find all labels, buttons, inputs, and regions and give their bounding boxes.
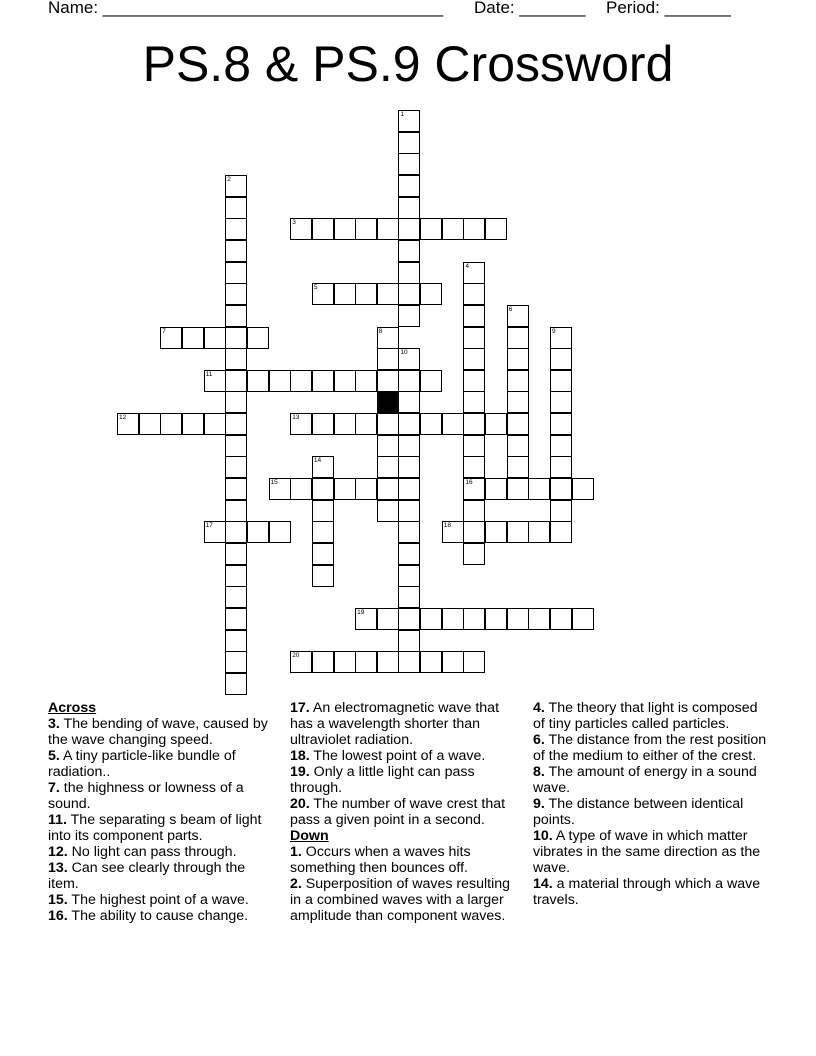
crossword-cell[interactable] [225,651,247,673]
crossword-cell[interactable] [550,348,572,370]
clue-number: 12 [119,414,127,422]
clue-item [48,716,274,748]
crossword-cell[interactable] [225,283,247,305]
crossword-cell[interactable] [355,218,377,240]
crossword-cell[interactable] [507,348,529,370]
crossword-cell[interactable] [225,500,247,522]
crossword-cell[interactable] [377,370,399,392]
name-field-label: Name: ____________________________________ [48,0,444,17]
crossword-cell[interactable] [398,218,420,240]
crossword-cell[interactable] [398,543,420,565]
crossword-cell[interactable] [398,132,420,154]
clue-item-text: The amount of energy in a sound wave. [533,764,757,796]
clue-item-text: a material through which a wave travels. [533,876,761,908]
clue-item-text: Can see clearly through the item. [48,860,246,892]
crossword-cell[interactable] [398,197,420,219]
clue-item-number: 1. [290,844,302,860]
clue-number: 9 [552,327,556,335]
crossword-cell[interactable] [225,565,247,587]
crossword-cell[interactable] [377,413,399,435]
clue-item-number: 2. [290,876,302,892]
crossword-cell[interactable] [398,262,420,284]
crossword-cell[interactable] [550,478,572,500]
crossword-cell[interactable] [377,500,399,522]
crossword-cell[interactable] [225,586,247,608]
crossword-cell[interactable] [463,283,485,305]
clue-item [48,892,274,908]
crossword-cell[interactable] [225,370,247,392]
clue-item-number: 4. [533,700,545,716]
clue-number: 2 [227,175,231,183]
crossword-cell[interactable] [507,435,529,457]
crossword-cell[interactable] [442,651,464,673]
crossword-cell[interactable] [398,565,420,587]
crossword-cell[interactable] [204,327,226,349]
crossword-cell[interactable] [377,218,399,240]
crossword-cell[interactable] [377,456,399,478]
crossword-cell[interactable] [463,391,485,413]
crossword-cell[interactable] [225,327,247,349]
crossword-cell[interactable] [420,218,442,240]
crossword-cell[interactable] [355,413,377,435]
clue-item [290,764,516,796]
crossword-cell[interactable] [463,327,485,349]
clue-item-number: 18. [290,748,310,764]
crossword-cell[interactable] [398,435,420,457]
clue-item-text: The lowest point of a wave. [309,748,486,764]
clue-item [533,700,773,732]
crossword-cell[interactable] [463,348,485,370]
crossword-cell[interactable] [398,456,420,478]
clue-item-text: A tiny particle-like bundle of radiation.. [48,748,236,780]
crossword-cell[interactable] [334,218,356,240]
crossword-cell[interactable] [398,153,420,175]
clue-item-text: The number of wave crest that pass a given point in a second. [290,796,506,828]
clue-item [533,828,773,876]
crossword-cell[interactable] [225,305,247,327]
clue-item-number: 9. [533,796,545,812]
crossword-cell[interactable] [398,478,420,500]
clue-number: 4 [465,262,470,270]
crossword-cell[interactable] [420,608,442,630]
clue-item-text: Only a little light can pass through. [290,764,475,796]
crossword-cell[interactable] [463,413,485,435]
crossword-cell[interactable] [225,478,247,500]
crossword-cell[interactable] [312,478,334,500]
crossword-cell[interactable] [398,240,420,262]
clue-number: 17 [205,522,213,530]
crossword-cell[interactable] [507,413,529,435]
clue-item-number: 5. [48,748,60,764]
clue-item-text: The theory that light is composed of tiny particles called particles. [533,700,758,732]
clue-number: 20 [292,652,300,660]
crossword-cell[interactable] [377,348,399,370]
crossword-cell[interactable] [463,435,485,457]
clue-item [533,796,773,828]
clue-item-text: No light can pass through. [67,844,237,860]
crossword-cell[interactable] [550,435,572,457]
clues-column-3 [533,700,773,908]
clue-item [290,748,516,764]
clue-number: 7 [162,327,166,335]
clue-item-number: 8. [533,764,545,780]
crossword-cell[interactable] [182,413,204,435]
crossword-cell[interactable] [269,521,291,543]
clue-item [48,780,274,812]
crossword-cell[interactable] [225,348,247,370]
clue-number: 3 [292,219,296,227]
crossword-cell[interactable] [550,391,572,413]
crossword-cell[interactable] [398,305,420,327]
clue-section-heading: Across [48,700,97,716]
crossword-cell[interactable] [225,435,247,457]
clue-item-number: 6. [533,732,545,748]
crossword-cell[interactable] [334,283,356,305]
crossword-cell[interactable] [225,521,247,543]
crossword-cell[interactable] [377,283,399,305]
clue-number: 8 [378,327,383,335]
crossword-cell[interactable] [463,521,485,543]
crossword-cell[interactable] [398,175,420,197]
crossword-cell[interactable] [398,521,420,543]
crossword-cell[interactable] [182,327,204,349]
page-title: PS.8 & PS.9 Crossword [142,36,674,92]
crossword-cell[interactable] [572,478,594,500]
crossword-cell[interactable] [463,651,485,673]
clue-item [48,908,274,924]
clue-item-text: Superposition of waves resulting in a combined waves with a larger amplitude than component waves. [290,876,511,924]
crossword-cell[interactable] [312,500,334,522]
crossword-cell[interactable] [507,456,529,478]
crossword-cell[interactable] [550,413,572,435]
crossword-cell[interactable] [334,651,356,673]
clue-number: 1 [400,111,405,118]
period-field-label: Period: _______ [606,0,731,17]
crossword-cell[interactable] [442,413,464,435]
crossword-cell[interactable] [528,521,550,543]
crossword-cell[interactable] [507,478,529,500]
crossword-black-cell [377,391,399,413]
clue-number: 13 [292,414,300,422]
crossword-cell[interactable] [247,521,269,543]
clue-item-number: 3. [48,716,60,732]
crossword-cell[interactable] [160,413,182,435]
clue-number: 19 [357,608,365,616]
crossword-cell[interactable] [312,651,334,673]
crossword-cell[interactable] [290,370,312,392]
crossword-cell[interactable] [398,651,420,673]
crossword-cell[interactable] [139,413,161,435]
crossword-cell[interactable] [507,327,529,349]
crossword-cell[interactable] [398,283,420,305]
clue-item [290,876,516,924]
crossword-cell[interactable] [398,630,420,652]
crossword-cell[interactable] [312,543,334,565]
crossword-cell[interactable] [355,283,377,305]
clue-item-text: The distance from the rest position of the medium to either of the crest. [533,732,767,764]
clue-number: 15 [270,479,278,487]
crossword-cell[interactable] [420,283,442,305]
crossword-cell[interactable] [550,608,572,630]
clue-item-text: The bending of wave, caused by the wave changing speed. [48,716,268,748]
crossword-cell[interactable] [442,218,464,240]
clue-item-number: 13. [48,860,68,876]
crossword-cell[interactable] [485,478,507,500]
crossword-cell[interactable] [355,370,377,392]
clue-item [48,860,274,892]
crossword-cell[interactable] [398,413,420,435]
clue-number: 11 [205,370,213,378]
clue-number: 10 [400,349,408,357]
clue-item [290,796,516,828]
clue-item-number: 12. [48,844,68,860]
clue-item-number: 19. [290,764,310,780]
clue-item-text: A type of wave in which matter vibrates in the same direction as the wave. [533,828,761,876]
crossword-cell[interactable] [463,500,485,522]
crossword-cell[interactable] [225,608,247,630]
clue-number: 5 [313,284,318,292]
crossword-cell[interactable] [463,608,485,630]
crossword-cell[interactable] [420,413,442,435]
crossword-cell[interactable] [398,500,420,522]
clue-item [290,700,516,748]
clue-item-text: The ability to cause change. [67,908,249,924]
crossword-cell[interactable] [507,608,529,630]
crossword-cell[interactable] [225,413,247,435]
clue-number: 6 [508,305,513,313]
crossword-cell[interactable] [334,413,356,435]
clue-item [48,748,274,780]
clue-item-number: 10. [533,828,553,844]
crossword-cell[interactable] [377,651,399,673]
crossword-cell[interactable] [485,413,507,435]
crossword-cell[interactable] [463,305,485,327]
crossword-cell[interactable] [312,565,334,587]
crossword-cell[interactable] [312,413,334,435]
date-field-label: Date: _______ [474,0,586,17]
crossword-cell[interactable] [355,651,377,673]
crossword-cell[interactable] [420,370,442,392]
crossword-cell[interactable] [269,370,291,392]
crossword-cell[interactable] [204,413,226,435]
clue-section-heading: Down [290,828,329,844]
crossword-cell[interactable] [355,478,377,500]
clue-number: 16 [465,479,473,487]
crossword-cell[interactable] [247,327,269,349]
crossword-cell[interactable] [290,478,312,500]
crossword-cell[interactable] [377,478,399,500]
crossword-cell[interactable] [507,370,529,392]
clue-item [48,812,274,844]
crossword-cell[interactable] [485,218,507,240]
crossword-cell[interactable] [463,370,485,392]
clue-item-number: 16. [48,908,68,924]
crossword-cell[interactable] [463,456,485,478]
clues-column-2 [290,700,516,924]
crossword-cell[interactable] [334,478,356,500]
crossword-cell[interactable] [420,651,442,673]
clue-item [533,732,773,764]
crossword-cell[interactable] [507,521,529,543]
clue-item-number: 14. [533,876,553,892]
crossword-cell[interactable] [312,370,334,392]
crossword-cell[interactable] [550,521,572,543]
crossword-cell[interactable] [528,478,550,500]
clue-item-text: the highness or lowness of a sound. [48,780,244,812]
clue-item-number: 11. [48,812,67,828]
crossword-cell[interactable] [334,370,356,392]
crossword-cell[interactable] [572,608,594,630]
clue-item-text: The distance between identical points. [533,796,744,828]
clue-item [48,844,274,860]
crossword-cell[interactable] [225,240,247,262]
crossword-cell[interactable] [312,218,334,240]
crossword-cell[interactable] [398,391,420,413]
crossword-cell[interactable] [225,673,247,695]
clue-number: 18 [443,522,451,530]
clue-item-text: The highest point of a wave. [67,892,249,908]
clue-item [290,844,516,876]
crossword-cell[interactable] [485,521,507,543]
crossword-cell[interactable] [225,630,247,652]
crossword-cell[interactable] [398,608,420,630]
crossword-cell[interactable] [442,608,464,630]
crossword-cell[interactable] [225,543,247,565]
crossword-cell[interactable] [225,391,247,413]
crossword-cell[interactable] [247,370,269,392]
crossword-cell[interactable] [507,391,529,413]
clue-item [533,876,773,908]
clue-number: 14 [313,457,322,465]
crossword-cell[interactable] [550,456,572,478]
crossword-cell[interactable] [550,500,572,522]
clue-item-number: 20. [290,796,310,812]
crossword-cell[interactable] [225,262,247,284]
crossword-cell[interactable] [398,586,420,608]
clue-item-number: 7. [48,780,60,796]
clue-item-number: 17. [290,700,310,716]
crossword-cell[interactable] [312,521,334,543]
crossword-cell[interactable] [463,218,485,240]
crossword-cell[interactable] [225,456,247,478]
crossword-cell[interactable] [398,370,420,392]
crossword-cell[interactable] [550,370,572,392]
clue-item-text: Occurs when a waves hits something then bounces off. [290,844,471,876]
clue-item-text: The separating s beam of light into its component parts. [48,812,262,844]
crossword-cell[interactable] [225,218,247,240]
crossword-cell[interactable] [377,608,399,630]
crossword-cell[interactable] [225,197,247,219]
crossword-cell[interactable] [528,608,550,630]
crossword-cell[interactable] [485,608,507,630]
clue-item-text: An electromagnetic wave that has a wavelength shorter than ultraviolet radiation. [290,700,500,748]
clue-item [533,764,773,796]
crossword-cell[interactable] [463,543,485,565]
crossword-cell[interactable] [377,435,399,457]
clue-item-number: 15. [48,892,68,908]
clues-column-1 [48,700,274,924]
